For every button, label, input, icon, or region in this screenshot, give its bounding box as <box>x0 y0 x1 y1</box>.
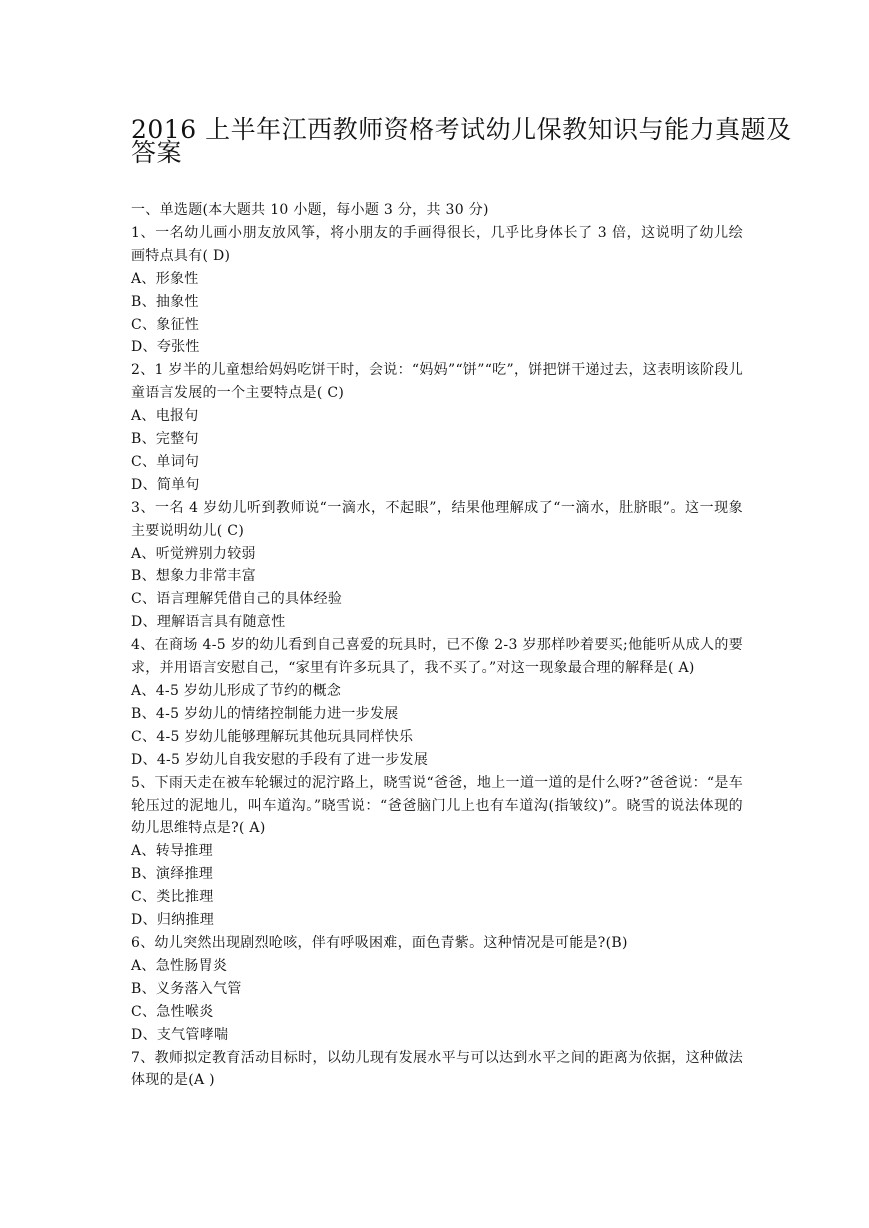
option-c: C、类比推理 <box>131 889 214 906</box>
question-5 <box>131 772 743 932</box>
option-c: C、急性喉炎 <box>131 1003 214 1020</box>
question-stem: 6、幼儿突然出现剧烈呛咳，伴有呼吸困难，面色青紫。这种情况是可能是?(B) <box>131 934 628 951</box>
question-stem: 4、在商场 4-5 岁的幼儿看到自己喜爱的玩具时，已不像 2-3 岁那样吵着要买;他能听从成人的要求，并用语言安慰自己，“家里有许多玩具了，我不买了。”对这一现象最合理的解释是( A) <box>131 637 743 677</box>
option-a: A、4-5 岁幼儿形成了节约的概念 <box>131 683 342 700</box>
option-b: B、义务落入气管 <box>131 980 242 997</box>
question-stem: 5、下雨天走在被车轮辗过的泥泞路上，晓雪说“爸爸，地上一道一道的是什么呀?”爸爸说：“是车轮压过的泥地儿，叫车道沟。”晓雪说：“爸爸脑门儿上也有车道沟(指皱纹)”。晓雪的说法体现的幼儿思维特点是?( A) <box>131 774 743 837</box>
option-c: C、4-5 岁幼儿能够理解玩其他玩具同样快乐 <box>131 728 414 745</box>
option-d: D、夸张性 <box>131 339 200 356</box>
option-b: B、完整句 <box>131 431 199 448</box>
option-a: A、形象性 <box>131 270 199 287</box>
question-stem: 7、教师拟定教育活动目标时，以幼儿现有发展水平与可以达到水平之间的距离为依据，这种做法体现的是(A ) <box>131 1049 743 1089</box>
question-stem: 2、1 岁半的儿童想给妈妈吃饼干时，会说：“妈妈”“饼”“吃”，饼把饼干递过去，这表明该阶段儿童语言发展的一个主要特点是( C) <box>131 362 743 402</box>
option-d: D、归纳推理 <box>131 912 215 929</box>
option-a: A、转导推理 <box>131 843 213 860</box>
option-c: C、单词句 <box>131 453 200 470</box>
question-3 <box>131 497 743 634</box>
question-stem: 3、一名 4 岁幼儿听到教师说“一滴水，不起眼”，结果他理解成了“一滴水，肚脐眼”。这一现象主要说明幼儿( C) <box>131 499 743 539</box>
document-body <box>131 199 743 1092</box>
option-a: A、电报句 <box>131 408 199 425</box>
option-a: A、听觉辨别力较弱 <box>131 545 256 562</box>
option-d: D、4-5 岁幼儿自我安慰的手段有了进一步发展 <box>131 751 429 768</box>
section-heading: 一、单选题(本大题共 10 小题，每小题 3 分，共 30 分) <box>131 202 489 218</box>
question-stem: 1、一名幼儿画小朋友放风筝，将小朋友的手画得很长，几乎比身体长了 3 倍，这说明了幼儿绘画特点具有( D) <box>131 224 743 264</box>
option-a: A、急性肠胃炎 <box>131 957 228 974</box>
option-d: D、支气管哮喘 <box>131 1026 229 1043</box>
option-b: B、想象力非常丰富 <box>131 568 256 585</box>
title-line-2: 答案 <box>131 137 183 167</box>
option-b: B、演绎推理 <box>131 866 214 883</box>
option-d: D、简单句 <box>131 476 200 493</box>
question-4 <box>131 634 743 771</box>
question-1 <box>131 222 743 359</box>
question-7 <box>131 1047 743 1093</box>
option-c: C、语言理解凭借自己的具体经验 <box>131 591 343 608</box>
question-6 <box>131 932 743 1047</box>
option-c: C、象征性 <box>131 316 200 333</box>
option-b: B、4-5 岁幼儿的情绪控制能力进一步发展 <box>131 705 399 722</box>
document-title <box>131 107 792 167</box>
option-d: D、理解语言具有随意性 <box>131 614 286 631</box>
title-line-1: 2016 上半年江西教师资格考试幼儿保教知识与能力真题及 <box>131 115 792 144</box>
question-2 <box>131 359 743 496</box>
option-b: B、抽象性 <box>131 293 199 310</box>
